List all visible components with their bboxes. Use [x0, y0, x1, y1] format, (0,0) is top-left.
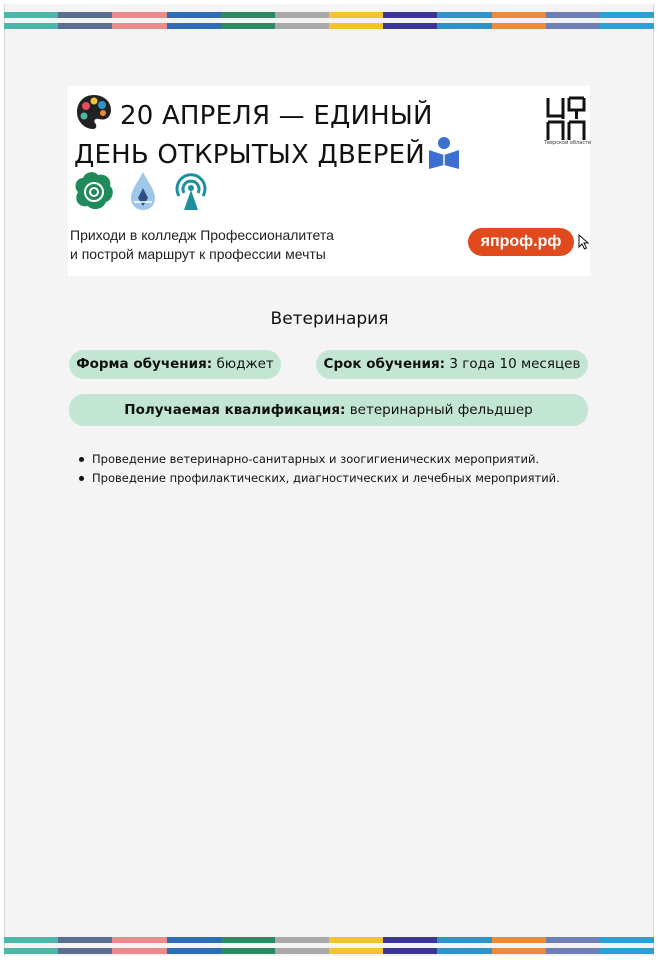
stripe-segment	[58, 948, 112, 954]
stripe-segment	[221, 948, 275, 954]
list-item: Проведение профилактических, диагностических и лечебных мероприятий.	[92, 469, 612, 488]
stripe-segment	[383, 937, 437, 943]
stripe-segment	[546, 948, 600, 954]
banner-headline	[74, 92, 514, 174]
study-form-label: Форма обучения:	[76, 356, 213, 372]
stripe-segment	[492, 12, 546, 18]
book-icon	[427, 135, 461, 171]
stripe-segment	[58, 23, 112, 29]
stripe-segment	[221, 12, 275, 18]
duties-list	[92, 450, 612, 488]
stripe-segment	[437, 937, 491, 943]
stripe-row	[4, 948, 654, 954]
stripe-segment	[4, 12, 58, 18]
stripe-segment	[4, 937, 58, 943]
headline-line1: 20 АПРЕЛЯ — ЕДИНЫЙ	[120, 101, 433, 131]
stripe-segment	[167, 23, 221, 29]
stripe-segment	[167, 937, 221, 943]
stripe-segment	[4, 23, 58, 29]
headline-line2: ДЕНЬ ОТКРЫТЫХ ДВЕРЕЙ	[74, 140, 425, 170]
water-drop-icon	[128, 170, 158, 212]
stripe-segment	[58, 937, 112, 943]
stripe-segment	[58, 12, 112, 18]
stripe-segment	[437, 23, 491, 29]
stripe-segment	[329, 23, 383, 29]
stripe-segment	[437, 948, 491, 954]
stripe-segment	[383, 23, 437, 29]
invite-text	[70, 226, 430, 264]
stripe-segment	[600, 12, 654, 18]
site-badge[interactable]: япроф.рф	[468, 228, 574, 256]
invite-line1: Приходи в колледж Профессионалитета	[70, 227, 334, 243]
stripe-segment	[275, 937, 329, 943]
stripe-segment	[275, 948, 329, 954]
stripe-segment	[546, 12, 600, 18]
invite-line2: и построй маршрут к профессии мечты	[70, 246, 326, 262]
stripe-segment	[600, 948, 654, 954]
stripe-segment	[221, 23, 275, 29]
stripe-segment	[546, 937, 600, 943]
stripe-segment	[275, 23, 329, 29]
stripe-row	[4, 23, 654, 29]
stripe-row	[4, 937, 654, 943]
study-form-value: бюджет	[216, 356, 274, 372]
signal-tower-icon	[170, 170, 212, 212]
stripe-segment	[329, 12, 383, 18]
stripe-segment	[600, 23, 654, 29]
bottom-stripes	[4, 937, 654, 954]
logo-caption: Тверской области	[544, 140, 592, 146]
stripe-segment	[275, 12, 329, 18]
stripe-segment	[492, 23, 546, 29]
study-term-pill	[316, 350, 588, 379]
stripe-segment	[492, 948, 546, 954]
stripe-segment	[112, 948, 166, 954]
stripe-segment	[112, 23, 166, 29]
study-term-label: Срок обучения:	[323, 356, 446, 372]
qualification-value: ветеринарный фельдшер	[349, 402, 533, 418]
stripe-segment	[112, 12, 166, 18]
palette-icon	[74, 92, 114, 132]
cursor-icon	[578, 234, 590, 250]
study-form-pill	[69, 350, 281, 379]
tree-icon	[70, 170, 116, 212]
top-stripes	[4, 12, 654, 29]
stripe-segment	[4, 948, 58, 954]
stripe-segment	[383, 12, 437, 18]
program-title: Ветеринария	[270, 309, 389, 329]
stripe-segment	[167, 12, 221, 18]
stripe-segment	[437, 12, 491, 18]
stripe-segment	[329, 948, 383, 954]
stripe-segment	[383, 948, 437, 954]
stripe-segment	[546, 23, 600, 29]
stripe-segment	[329, 937, 383, 943]
list-item: Проведение ветеринарно-санитарных и зоогигиенических мероприятий.	[92, 450, 612, 469]
stripe-segment	[492, 937, 546, 943]
study-term-value: 3 года 10 месяцев	[449, 356, 581, 372]
stripe-row	[4, 12, 654, 18]
stripe-segment	[221, 937, 275, 943]
qualification-pill	[69, 394, 588, 426]
open-day-banner	[68, 86, 590, 276]
stripe-segment	[600, 937, 654, 943]
qualification-label: Получаемая квалификация:	[124, 402, 346, 418]
stripe-segment	[167, 948, 221, 954]
icons-row	[70, 170, 212, 212]
stripe-segment	[112, 937, 166, 943]
logo-icon	[544, 94, 588, 144]
